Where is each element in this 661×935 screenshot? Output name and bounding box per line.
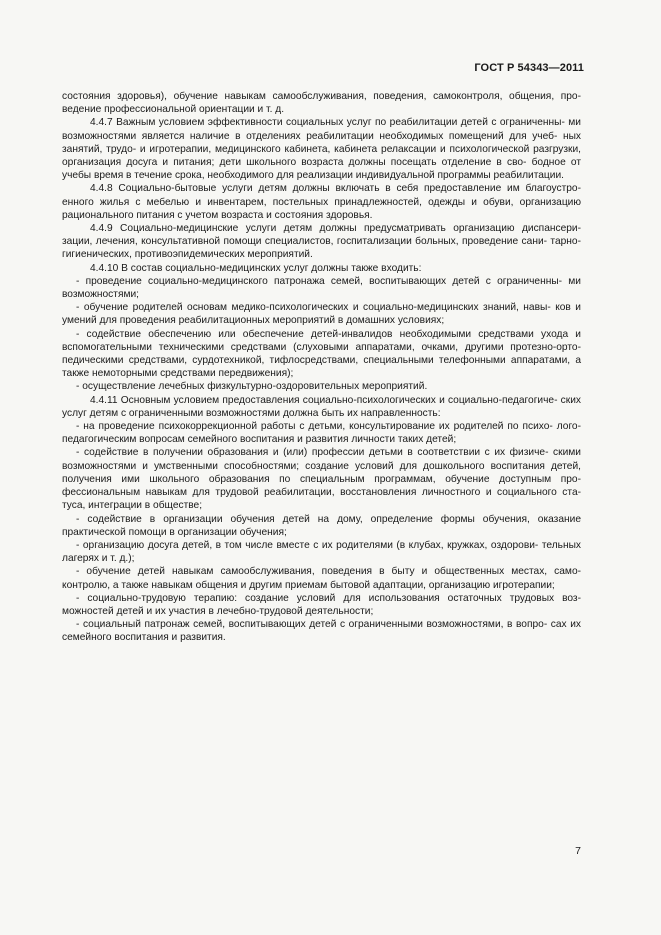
paragraph-4-4-9: 4.4.9 Социально-медицинские услуги детям должны предусматривать организацию диспансери- зации, лечения, консультативной помощи специалистов, госпитализации больных, проведение сани- тарно-гигиенических, противоэпидемических мероприятий. [62, 223, 581, 261]
paragraph-4-4-10: 4.4.10 В состав социально-медицинских услуг должны также входить: [90, 262, 422, 274]
list-item: - содействие обеспечению или обеспечение детей-инвалидов необходимыми средствами ухода и вспомогательными техническими средствами (слуховыми аппаратами, очками, другими протезно-орто- педическими средствами, сурдотехникой, тифлосредствами, специальными телефонными аппаратами, а также немоторными средствами передвижения); [62, 328, 581, 380]
list-item: - социально-трудовую терапию: создание условий для использования остаточных трудовых воз- можностей детей и их участия в лечебно-трудовой деятельности; [62, 592, 581, 617]
list-item: - содействие в получении образования и (или) профессии детьми в соответствии с их физиче- скими возможностями и умственными способностями; создание условий для дошкольного воспитания детей, получения ими школьного образования по специальным программам, обучение доступным про- фессиональным навыкам для трудовой реабилитации, восстановления личностного и социального ста- туса, интеграции в обществе; [62, 447, 581, 512]
list-item: - социальный патронаж семей, воспитывающих детей с ограниченными возможностями, в вопро- сах их семейного воспитания и развития. [62, 619, 581, 644]
list-item: - осуществление лечебных физкультурно-оздоровительных мероприятий. [76, 381, 428, 393]
standard-header: ГОСТ Р 54343—2011 [474, 62, 584, 74]
list-item: - содействие в организации обучения детей на дому, определение формы обучения, оказание практической помощи в организации обучения; [62, 513, 581, 538]
paragraph-4-4-7: 4.4.7 Важным условием эффективности социальных услуг по реабилитации детей с ограниченны- ми возможностями является наличие в отделениях реабилитации необходимых помещений для учеб- ных занятий, трудо- и игротерапии, медицинского кабинета, кабинета релаксации и психологической разгрузки, организация досуга и питания; дети школьного возраста должны посещать отделение в сво- бодное от учебы время в течение срока, необходимого для реализации индивидуальной программы реабилитации. [62, 117, 581, 182]
paragraph-4-4-8: 4.4.8 Социально-бытовые услуги детям должны включать в себя предоставление им благоустро- енного жилья с мебелью и инвентарем, постельных принадлежностей, одежды и обуви, организацию рационального питания с учетом возраста и состояния здоровья. [62, 183, 581, 221]
list-item: - обучение детей навыкам самообслуживания, поведения в быту и общественных местах, само- контролю, а также навыкам общения и другим приемам бытовой адаптации, организацию игротерапии; [62, 566, 581, 591]
document-body [62, 90, 581, 645]
paragraph-4-4-11: 4.4.11 Основным условием предоставления социально-психологических и социально-педагогиче- ских услуг детям с ограниченными возможностями должна быть их направленность: [62, 394, 581, 419]
page-number: 7 [575, 845, 581, 857]
paragraph: состояния здоровья), обучение навыкам самообслуживания, поведения, самоконтроля, общения, про- ведение профессиональной ориентации и т. д. [62, 91, 581, 116]
list-item: - проведение социально-медицинского патронажа семей, воспитывающих детей с ограниченны- ми возможностями; [62, 275, 581, 301]
list-item: - обучение родителей основам медико-психологических и социально-медицинских знаний, навы- ков и умений для проведения реабилитационных мероприятий в домашних условиях; [62, 302, 581, 327]
list-item: - на проведение психокоррекционной работы с детьми, консультирование их родителей по психо- лого-педагогическим вопросам семейного воспитания и развития личности таких детей; [62, 421, 581, 446]
list-item: - организацию досуга детей, в том числе вместе с их родителями (в клубах, кружках, оздорови- тельных лагерях и т. д.); [62, 539, 581, 565]
